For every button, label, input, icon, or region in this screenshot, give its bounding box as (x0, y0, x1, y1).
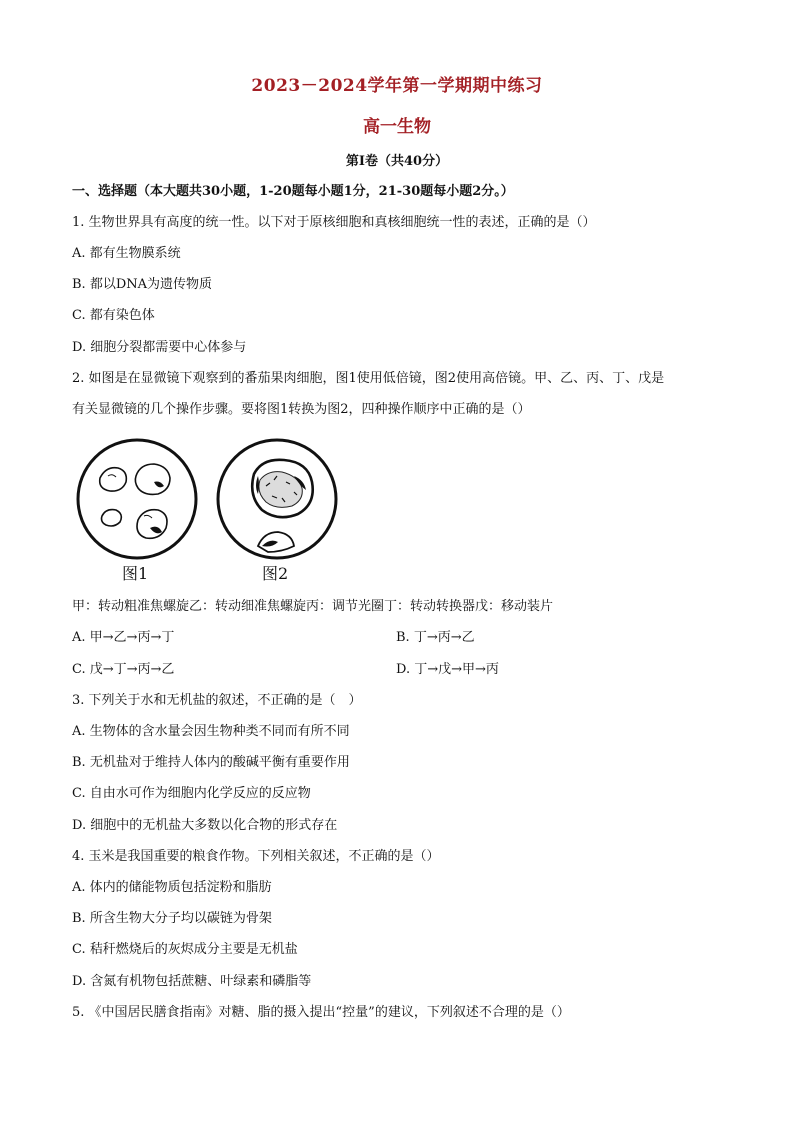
microscope-views-drawing (72, 436, 342, 586)
q4-option-a: A. 体内的储能物质包括淀粉和脂肪 (72, 880, 272, 895)
q3-stem: 3. 下列关于水和无机盐的叙述，不正确的是（ ） (72, 693, 362, 708)
q2-steps: 甲：转动粗准焦螺旋乙：转动细准焦螺旋丙：调节光圈丁：转动转换器戊：移动装片 (72, 599, 554, 614)
q1-option-c: C. 都有染色体 (72, 308, 155, 323)
q2-option-d: D. 丁→戊→甲→丙 (396, 662, 499, 677)
q5-stem: 5. 《中国居民膳食指南》对糖、脂的摄入提出“控量”的建议，下列叙述不合理的是（） (72, 1005, 570, 1020)
q4-option-d: D. 含氮有机物包括蔗糖、叶绿素和磷脂等 (72, 974, 312, 989)
q4-option-b: B. 所含生物大分子均以碳链为骨架 (72, 911, 272, 926)
q3-option-b: B. 无机盐对于维持人体内的酸碱平衡有重要作用 (72, 755, 350, 770)
q2-option-a: A. 甲→乙→丙→丁 (72, 630, 175, 645)
q1-stem: 1. 生物世界具有高度的统一性。以下对于原核细胞和真核细胞统一性的表述，正确的是（） (72, 215, 596, 230)
q2-option-b: B. 丁→丙→乙 (396, 630, 475, 645)
q1-option-b: B. 都以DNA为遗传物质 (72, 277, 213, 292)
q3-option-d: D. 细胞中的无机盐大多数以化合物的形式存在 (72, 818, 338, 833)
q1-option-d: D. 细胞分裂都需要中心体参与 (72, 340, 247, 355)
q2-stem-line1: 2. 如图是在显微镜下观察到的番茄果肉细胞，图1使用低倍镜，图2使用高倍镜。甲、乙、丙、丁、戊是 (72, 371, 665, 386)
figure1-low-power-view (78, 440, 196, 558)
figure2-caption: 图2 (262, 564, 289, 583)
figure2-high-power-view (218, 440, 336, 558)
microscope-figure (72, 436, 342, 586)
document-title: 2023－2024学年第一学期期中练习 (251, 76, 543, 96)
subject-title: 高一生物 (363, 117, 431, 137)
q4-option-c: C. 秸秆燃烧后的灰烬成分主要是无机盐 (72, 942, 298, 957)
q3-option-c: C. 自由水可作为细胞内化学反应的反应物 (72, 786, 311, 801)
q1-option-a: A. 都有生物膜系统 (72, 246, 181, 261)
section-heading: 第Ⅰ卷（共40分） (345, 154, 449, 169)
instructions: 一、选择题（本大题共30小题，1-20题每小题1分，21-30题每小题2分。） (72, 184, 514, 199)
figure1-caption: 图1 (122, 564, 149, 583)
q2-stem-line2: 有关显微镜的几个操作步骤。要将图1转换为图2，四种操作顺序中正确的是（） (72, 402, 531, 417)
q2-option-c: C. 戊→丁→丙→乙 (72, 662, 175, 677)
q3-option-a: A. 生物体的含水量会因生物种类不同而有所不同 (72, 724, 350, 739)
q4-stem: 4. 玉米是我国重要的粮食作物。下列相关叙述，不正确的是（） (72, 849, 440, 864)
